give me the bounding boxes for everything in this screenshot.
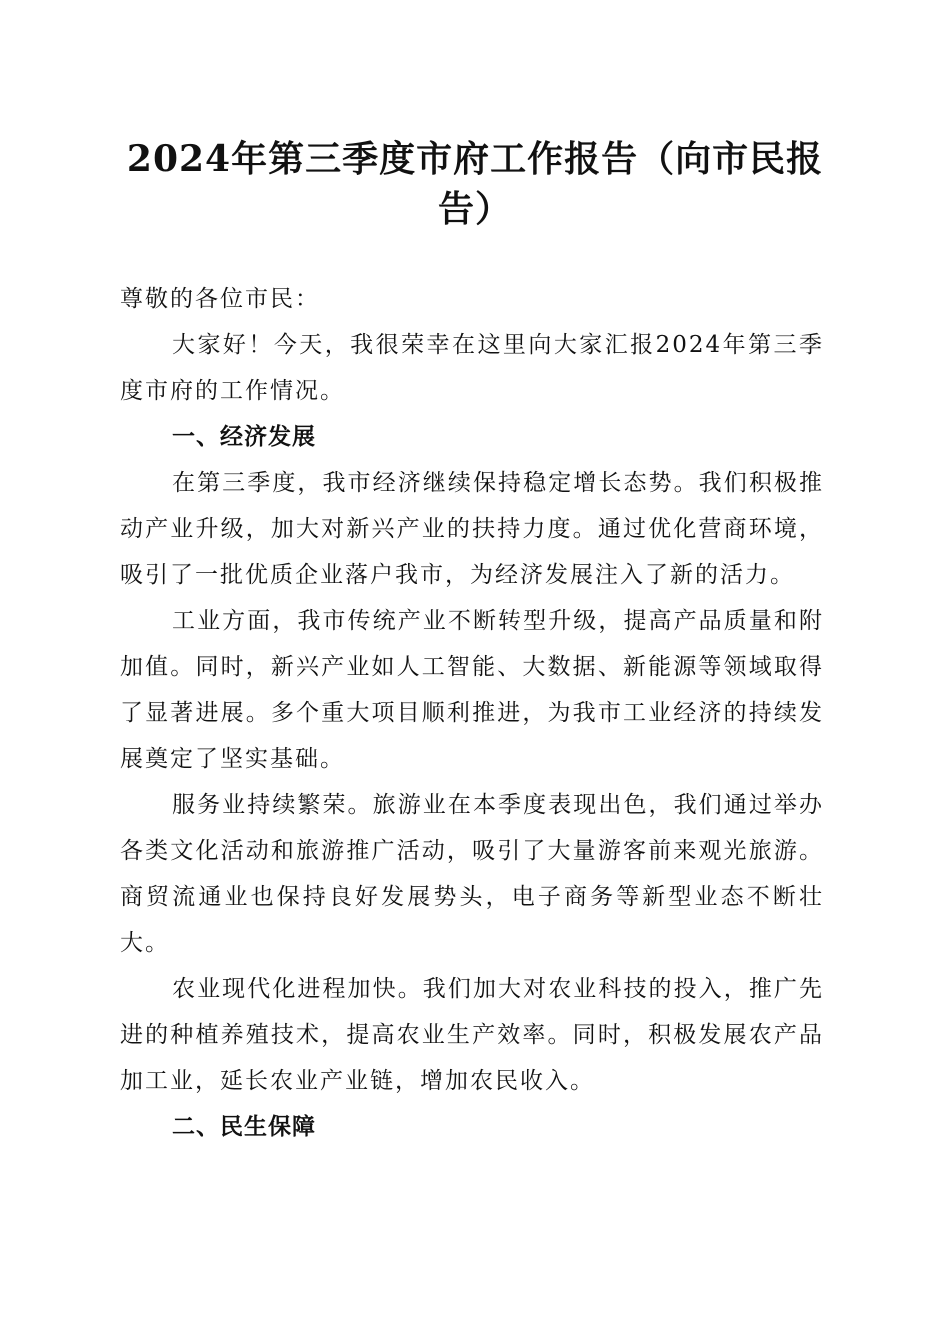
paragraph: 农业现代化进程加快。我们加大对农业科技的投入，推广先进的种植养殖技术，提高农业生产效率。同时，积极发展农产品加工业，延长农业产业链，增加农民收入。 (120, 976, 824, 1094)
page-title: 2024年第三季度市府工作报告（向市民报告） (126, 138, 824, 230)
paragraph: 在第三季度，我市经济继续保持稳定增长态势。我们积极推动产业升级，加大对新兴产业的扶持力度。通过优化营商环境，吸引了一批优质企业落户我市，为经济发展注入了新的活力。 (120, 470, 824, 588)
paragraph: 服务业持续繁荣。旅游业在本季度表现出色，我们通过举办各类文化活动和旅游推广活动，吸引了大量游客前来观光旅游。商贸流通业也保持良好发展势头，电子商务等新型业态不断壮大。 (120, 792, 824, 956)
salutation: 尊敬的各位市民： (120, 286, 320, 312)
section-heading-economy: 一、经济发展 (172, 424, 316, 450)
intro-paragraph: 大家好！今天，我很荣幸在这里向大家汇报2024年第三季度市府的工作情况。 (120, 332, 824, 404)
paragraph: 工业方面，我市传统产业不断转型升级，提高产品质量和附加值。同时，新兴产业如人工智能、大数据、新能源等领域取得了显著进展。多个重大项目顺利推进，为我市工业经济的持续发展奠定了坚实基础。 (120, 608, 824, 772)
document-body (120, 276, 824, 1150)
section-heading-livelihood: 二、民生保障 (172, 1114, 316, 1140)
